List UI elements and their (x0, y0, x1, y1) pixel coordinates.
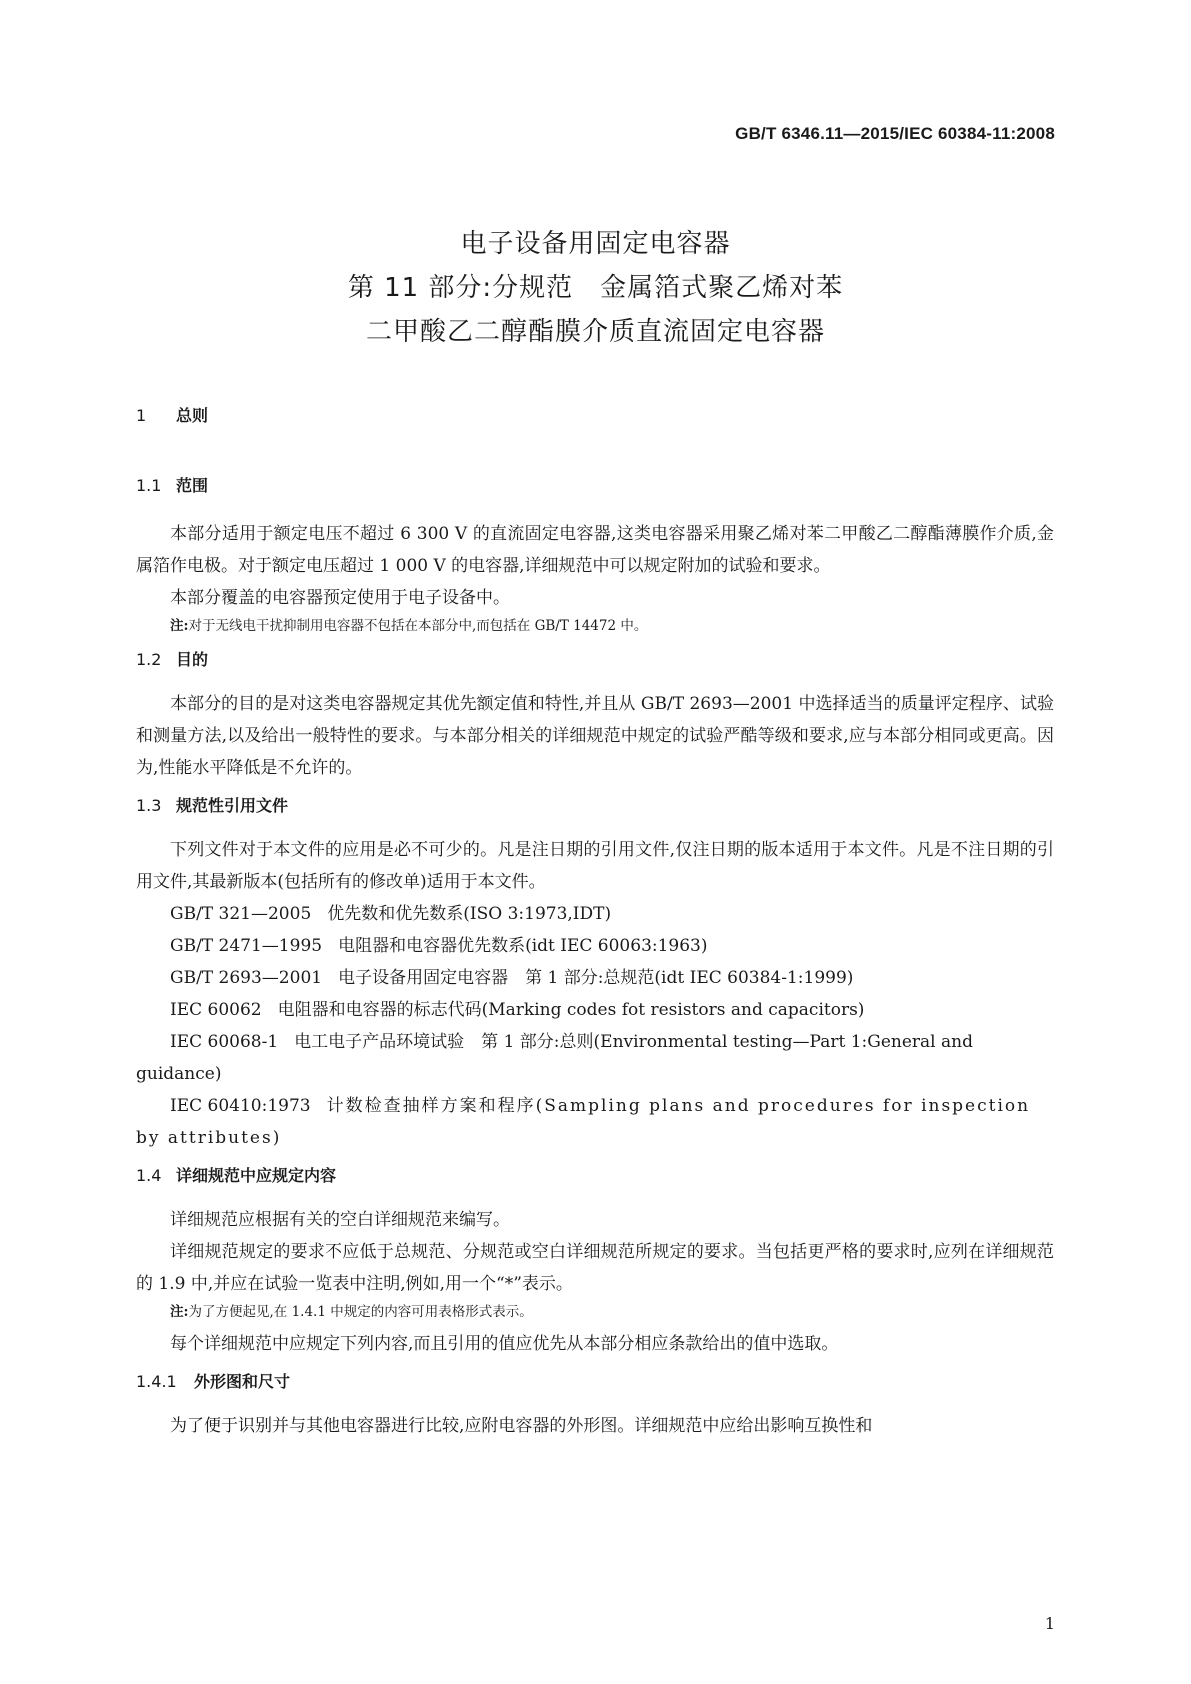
section-title: 范围 (176, 476, 209, 495)
section-1-heading (136, 404, 1054, 428)
reference-code: IEC 60410:1973 (170, 1096, 311, 1116)
paragraph: 本部分适用于额定电压不超过 6 300 V 的直流固定电容器,这类电容器采用聚乙烯对苯二甲酸乙二醇酯薄膜作介质,金属箔作电极。对于额定电压超过 1 000 V 的电容器,详细规范中可以规定附加的试验和要求。 (136, 524, 1054, 576)
paragraph: 本部分的目的是对这类电容器规定其优先额定值和特性,并且从 GB/T 2693—2001 中选择适当的质量评定程序、试验和测量方法,以及给出一般特性的要求。与本部分相关的详细规范中规定的试验严酷等级和要求,应与本部分相同或更高。因为,性能水平降低是不允许的。 (136, 694, 1054, 778)
title-line-2: 第 11 部分:分规范 金属箔式聚乙烯对苯 (347, 273, 844, 303)
section-number: 1.3 (136, 796, 162, 815)
paragraph: 本部分覆盖的电容器预定使用于电子设备中。 (170, 588, 510, 608)
section-title: 规范性引用文件 (176, 796, 289, 815)
note (170, 614, 1054, 638)
section-1-2-heading (136, 648, 1054, 672)
document-body (136, 404, 1054, 1442)
reference-code: IEC 60062 (170, 1000, 262, 1020)
section-number: 1.4.1 (136, 1372, 177, 1391)
reference-title: 优先数和优先数系(ISO 3:1973,IDT) (327, 904, 612, 924)
reference-title: 电子设备用固定电容器 第 1 部分:总规范(idt IEC 60384-1:1999) (338, 968, 854, 988)
section-number: 1 (136, 406, 147, 425)
section-number: 1.4 (136, 1166, 162, 1185)
reference-entry (136, 962, 1054, 994)
section-title: 目的 (176, 650, 209, 669)
reference-code: IEC 60068-1 (170, 1032, 279, 1052)
reference-title: 电阻器和电容器优先数系(idt IEC 60063:1963) (338, 936, 708, 956)
reference-code: GB/T 2471—1995 (170, 936, 323, 956)
title-line-3: 二甲酸乙二醇酯膜介质直流固定电容器 (365, 317, 825, 347)
paragraph: 为了便于识别并与其他电容器进行比较,应附电容器的外形图。详细规范中应给出影响互换性和 (170, 1416, 873, 1436)
paragraph: 详细规范规定的要求不应低于总规范、分规范或空白详细规范所规定的要求。当包括更严格的要求时,应列在详细规范的 1.9 中,并应在试验一览表中注明,例如,用一个“*”表示。 (136, 1242, 1054, 1294)
page-number: 1 (1044, 1614, 1055, 1633)
paragraph: 下列文件对于本文件的应用是必不可少的。凡是注日期的引用文件,仅注日期的版本适用于本文件。凡是不注日期的引用文件,其最新版本(包括所有的修改单)适用于本文件。 (136, 840, 1054, 892)
section-number: 1.2 (136, 650, 162, 669)
reference-title: 电阻器和电容器的标志代码(Marking codes fot resistors and capacitors) (277, 1000, 865, 1020)
note-label: 注: (170, 1304, 189, 1320)
note-label: 注: (170, 618, 189, 634)
reference-code: GB/T 2693—2001 (170, 968, 323, 988)
section-title: 详细规范中应规定内容 (176, 1166, 337, 1185)
section-title: 总则 (176, 406, 209, 425)
reference-entry (136, 1090, 1054, 1154)
reference-code: GB/T 321—2005 (170, 904, 312, 924)
document-title (0, 222, 1191, 354)
section-1-4-heading (136, 1164, 1054, 1188)
paragraph: 每个详细规范中应规定下列内容,而且引用的值应优先从本部分相应条款给出的值中选取。 (170, 1334, 839, 1354)
section-title: 外形图和尺寸 (194, 1372, 291, 1391)
reference-entry (136, 1026, 1054, 1090)
standard-number: GB/T 6346.11—2015/IEC 60384-11:2008 (735, 124, 1055, 143)
paragraph: 详细规范应根据有关的空白详细规范来编写。 (170, 1210, 510, 1230)
reference-title: 计数检查抽样方案和程序(Sampling plans and procedures for inspection by attributes) (136, 1096, 1031, 1148)
section-1-1-heading (136, 474, 1054, 498)
reference-title: 电工电子产品环境试验 第 1 部分:总则(Environmental testing—Part 1:General and guidance) (136, 1032, 973, 1084)
title-line-1: 电子设备用固定电容器 (460, 229, 731, 259)
reference-entry (136, 930, 1054, 962)
note-text: 对于无线电干扰抑制用电容器不包括在本部分中,而包括在 GB/T 14472 中。 (188, 618, 648, 634)
section-1-3-heading (136, 794, 1054, 818)
reference-entry (136, 898, 1054, 930)
note (170, 1300, 1054, 1324)
section-1-4-1-heading (136, 1370, 1054, 1394)
section-number: 1.1 (136, 476, 162, 495)
note-text: 为了方便起见,在 1.4.1 中规定的内容可用表格形式表示。 (188, 1304, 533, 1320)
reference-entry (136, 994, 1054, 1026)
